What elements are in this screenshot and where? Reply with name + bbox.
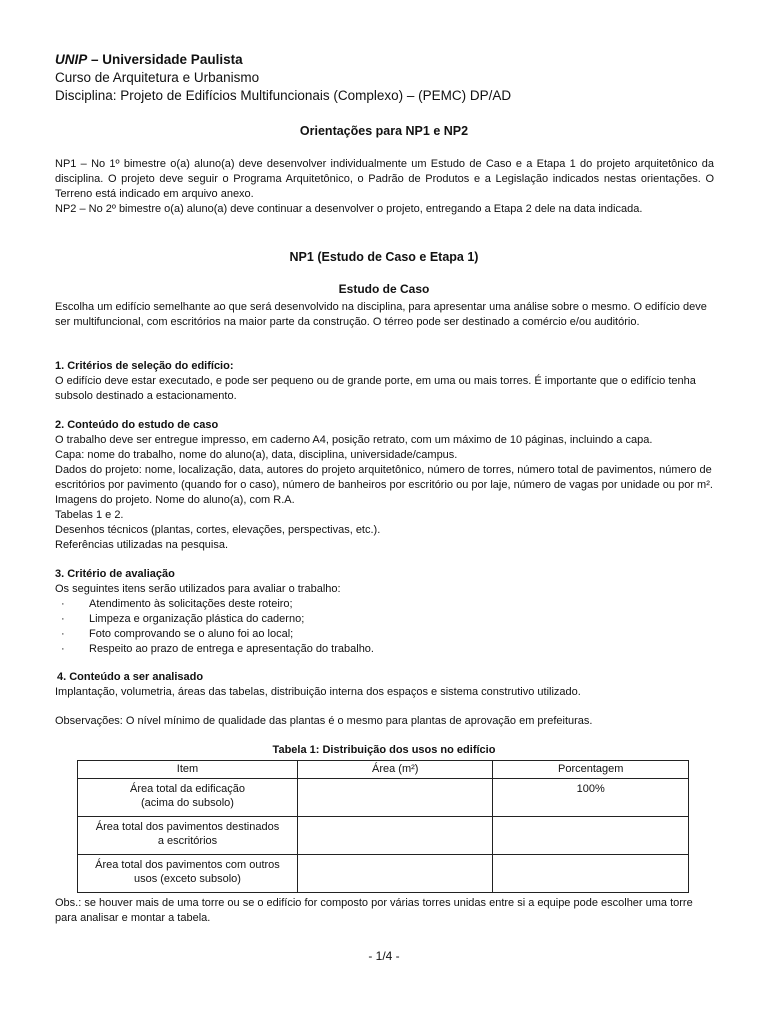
item-line: Área total da edificação [129,782,245,795]
case-study-title: Estudo de Caso [338,282,430,296]
section-2-line: Capa: nome do trabalho, nome do aluno(a), data, disciplina, universidade/campus. [55,449,458,461]
orientation-title: Orientações para NP1 e NP2 [299,124,469,138]
university-abbr: UNIP [55,52,88,67]
np2-intro: NP2 – No 2º bimestre o(a) aluno(a) deve continuar a desenvolver o projeto, entregando a Etapa 2 dele na data indicada. [55,203,643,215]
table-row [78,778,689,816]
section-2-line: Tabelas 1 e 2. [55,509,124,521]
intro-block [55,157,714,217]
list-item [55,612,714,627]
bullet-icon: · [61,643,65,655]
table-header-cell: Área (m²) [297,761,493,779]
section-4-title: 4. Conteúdo a ser analisado [57,671,204,683]
course-line: Curso de Arquitetura e Urbanismo [55,70,260,85]
table-cell-item [78,854,298,892]
section-3 [55,567,714,657]
table-cell-percentage [493,854,689,892]
bullet-icon: · [61,628,65,640]
item-line: a escritórios [157,835,218,847]
discipline-line: Disciplina: Projeto de Edifícios Multifuncionais (Complexo) – (PEMC) DP/AD [55,88,512,103]
section-2-title: 2. Conteúdo do estudo de caso [55,419,219,431]
section-2-line: Dados do projeto: nome, localização, data, autores do projeto arquitetônico, número de torres, número total de pavimentos, número de escritórios por pavimento (quando for o caso), número de banheiros por escritório ou por laje, número de vagas por unidade ou por m². Imagens do projeto. Nome do aluno(a), com R.A. [55,464,713,506]
item-line: Área total dos pavimentos com outros [95,858,280,871]
observations: Observações: O nível mínimo de qualidade das plantas é o mesmo para plantas de aprovação em prefeituras. [55,715,593,727]
table-row [78,816,689,854]
section-4 [55,670,714,700]
university-line [55,51,511,69]
bullet-text: Respeito ao prazo de entrega e apresentação do trabalho. [89,643,374,655]
document-header [55,51,511,105]
table-header-row [78,761,689,779]
list-item [55,642,714,657]
section-2-line: Desenhos técnicos (plantas, cortes, elevações, perspectivas, etc.). [55,524,381,536]
list-item [55,627,714,642]
table-header-cell: Porcentagem [493,761,689,779]
section-2-line: Referências utilizadas na pesquisa. [55,539,229,551]
section-1-title: 1. Critérios de seleção do edifício: [55,360,234,372]
item-line: Área total dos pavimentos destinados [95,820,280,833]
item-line: (acima do subsolo) [141,797,234,809]
section-2-line: O trabalho deve ser entregue impresso, em caderno A4, posição retrato, com um máximo de 10 páginas, incluindo a capa. [55,434,653,446]
bullet-text: Foto comprovando se o aluno foi ao local; [89,628,294,640]
table-cell-percentage: 100% [493,778,689,816]
list-item [55,597,714,612]
case-study-text: Escolha um edifício semelhante ao que será desenvolvido na disciplina, para apresentar uma análise sobre o mesmo. O edifício deve ser multifuncional, com escritórios na maior parte da construção. O térreo pode ser destinado a comércio e/ou auditório. [55,301,707,328]
table-1-caption: Tabela 1: Distribuição dos usos no edifício [272,744,496,756]
table-cell-area [297,854,493,892]
table-cell-area [297,816,493,854]
bullet-icon: · [61,598,65,610]
table-cell-percentage [493,816,689,854]
item-line: usos (exceto subsolo) [133,873,241,885]
table-1 [77,760,689,893]
np1-intro: NP1 – No 1º bimestre o(a) aluno(a) deve desenvolver individualmente um Estudo de Caso e a Etapa 1 do projeto arquitetônico da disciplina. O projeto deve seguir o Programa Arquitetônico, o Padrão de Produtos e a Legislação indicados nestas orientações. O Terreno está indicado em arquivo anexo. [55,158,714,200]
table-header-cell: Item [78,761,298,779]
bullet-text: Atendimento às solicitações deste roteiro; [89,598,293,610]
section-3-intro: Os seguintes itens serão utilizados para avaliar o trabalho: [55,583,341,595]
bullet-text: Limpeza e organização plástica do caderno; [89,613,305,625]
bullet-icon: · [61,613,65,625]
table-observation: Obs.: se houver mais de uma torre ou se o edifício for composto por várias torres unidas entre si a equipe pode escolher uma torre para analisar e montar a tabela. [55,897,693,924]
section-4-text: Implantação, volumetria, áreas das tabelas, distribuição interna dos espaços e sistema construtivo utilizado. [55,686,581,698]
section-1 [55,359,714,404]
table-cell-item [78,778,298,816]
section-1-text: O edifício deve estar executado, e pode ser pequeno ou de grande porte, em uma ou mais torres. É importante que o edifício tenha subsolo destinado a estacionamento. [55,375,696,402]
section-2 [55,418,714,553]
page-number: - 1/4 - [368,949,400,963]
table-cell-area [297,778,493,816]
university-name: – Universidade Paulista [87,52,243,67]
section-3-title: 3. Critério de avaliação [55,568,175,580]
np1-title: NP1 (Estudo de Caso e Etapa 1) [289,250,479,264]
table-cell-item [78,816,298,854]
table-row [78,854,689,892]
